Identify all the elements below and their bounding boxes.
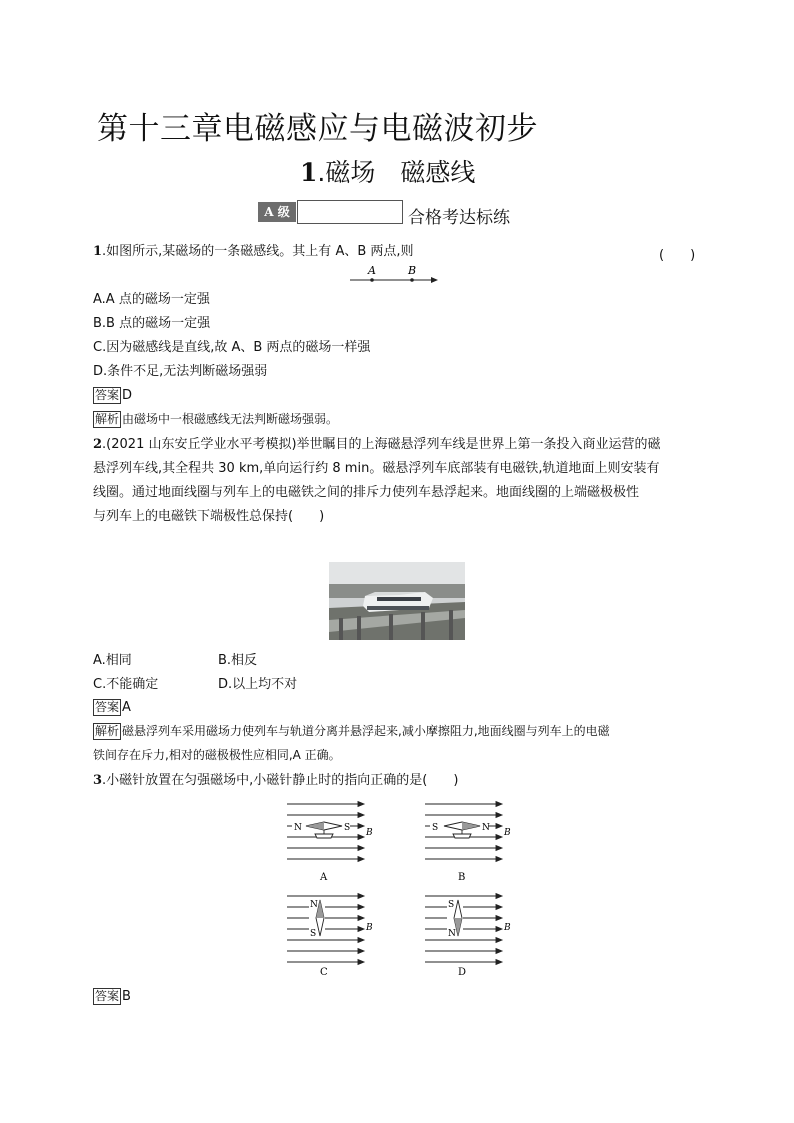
q3-stem-text: .小磁针放置在匀强磁场中,小磁针静止时的指向正确的是( ) bbox=[102, 773, 459, 788]
q3-diagram-c bbox=[282, 888, 377, 980]
q1-analysis bbox=[93, 410, 338, 428]
diagram-caption: A bbox=[320, 872, 328, 883]
q2-option-b: B.相反 bbox=[218, 653, 258, 668]
q3-stem bbox=[93, 772, 458, 790]
field-b-label: B bbox=[504, 923, 511, 933]
section-number: 1 bbox=[300, 158, 318, 187]
q2-stem-line-2: 悬浮列车线,其全程共 30 km,单向运行约 8 min。磁悬浮列车底部装有电磁铁,轨道地面上则安装有 bbox=[93, 461, 660, 476]
q1-answer-paren: ( ) bbox=[659, 248, 696, 263]
q2-analysis-line-1 bbox=[93, 722, 610, 740]
q3-diagram-a bbox=[282, 796, 377, 888]
section-title bbox=[300, 153, 475, 189]
answer-tag: 答案 bbox=[95, 989, 120, 1003]
q1-analysis-text: 由磁场中一根磁感线无法判断磁场强弱。 bbox=[122, 412, 339, 426]
q1-option-c: C.因为磁感线是直线,故 A、B 两点的磁场一样强 bbox=[93, 340, 371, 355]
answer-tag: 答案 bbox=[95, 700, 120, 714]
q2-number: 2 bbox=[93, 437, 103, 452]
q1-field-line-figure bbox=[348, 264, 440, 286]
maglev-train-illustration bbox=[329, 562, 465, 640]
q2-stem-line-4: 与列车上的电磁铁下端极性总保持( ) bbox=[93, 509, 325, 524]
maglev-train-photo bbox=[329, 562, 465, 640]
q3-answer bbox=[93, 988, 131, 1006]
point-a-dot bbox=[370, 278, 374, 282]
q2-option-c: C.不能确定 bbox=[93, 677, 159, 692]
point-a-label: A bbox=[368, 264, 376, 277]
q2-option-a: A.相同 bbox=[93, 653, 132, 668]
north-pole-label: N bbox=[482, 823, 490, 833]
analysis-tag: 解析 bbox=[95, 724, 120, 738]
q1-answer-value: D bbox=[122, 388, 133, 403]
south-pole-label: S bbox=[432, 823, 439, 833]
section-name: .磁场 磁感线 bbox=[317, 158, 476, 187]
q2-analysis-line-2: 铁间存在斥力,相对的磁极极性应相同,A 正确。 bbox=[93, 748, 341, 762]
q3-diagram-b bbox=[420, 796, 515, 888]
diagram-caption: C bbox=[320, 967, 328, 978]
q2-stem-line-1 bbox=[93, 436, 661, 454]
chapter-title: 第十三章电磁感应与电磁波初步 bbox=[97, 111, 538, 147]
q3-number: 3 bbox=[93, 773, 103, 788]
south-pole-label: S bbox=[344, 823, 351, 833]
north-pole-label: N bbox=[448, 929, 456, 939]
q1-option-b: B.B 点的磁场一定强 bbox=[93, 316, 211, 331]
q1-option-a: A.A 点的磁场一定强 bbox=[93, 292, 210, 307]
diagram-caption: B bbox=[458, 872, 466, 883]
q3-diagram-d bbox=[420, 888, 515, 980]
q1-stem bbox=[93, 243, 414, 261]
field-b-label: B bbox=[366, 828, 373, 838]
field-line-arrowhead bbox=[431, 277, 438, 283]
q2-answer-value: A bbox=[122, 700, 131, 715]
q2-stem-text-1: .(2021 山东安丘学业水平考模拟)举世瞩目的上海磁悬浮列车线是世界上第一条投入商业运营的磁 bbox=[102, 437, 661, 452]
north-pole-label: N bbox=[294, 823, 302, 833]
q2-stem-line-3: 线圈。通过地面线圈与列车上的电磁铁之间的排斥力使列车悬浮起来。地面线圈的上端磁极极性 bbox=[93, 485, 640, 500]
field-b-label: B bbox=[504, 828, 511, 838]
south-pole-label: S bbox=[448, 900, 455, 910]
q1-number: 1 bbox=[93, 244, 103, 259]
answer-tag: 答案 bbox=[95, 388, 120, 402]
analysis-tag: 解析 bbox=[95, 412, 120, 426]
diagram-caption: D bbox=[458, 967, 467, 978]
point-b-label: B bbox=[408, 264, 417, 277]
q2-analysis-text-1: 磁悬浮列车采用磁场力使列车与轨道分离并悬浮起来,减小摩擦阻力,地面线圈与列车上的电磁 bbox=[122, 724, 610, 738]
field-b-label: B bbox=[366, 923, 373, 933]
q3-answer-value: B bbox=[122, 989, 131, 1004]
point-b-dot bbox=[410, 278, 414, 282]
q1-option-d: D.条件不足,无法判断磁场强弱 bbox=[93, 364, 268, 379]
south-pole-label: S bbox=[310, 929, 317, 939]
level-badge: A 级 bbox=[258, 202, 296, 222]
q1-stem-text: .如图所示,某磁场的一条磁感线。其上有 A、B 两点,则 bbox=[102, 244, 414, 259]
level-blank-box bbox=[297, 200, 403, 224]
north-pole-label: N bbox=[310, 900, 318, 910]
q1-answer bbox=[93, 387, 132, 405]
level-title: 合格考达标练 bbox=[408, 208, 510, 228]
q2-option-d: D.以上均不对 bbox=[218, 677, 298, 692]
q2-answer bbox=[93, 699, 131, 717]
